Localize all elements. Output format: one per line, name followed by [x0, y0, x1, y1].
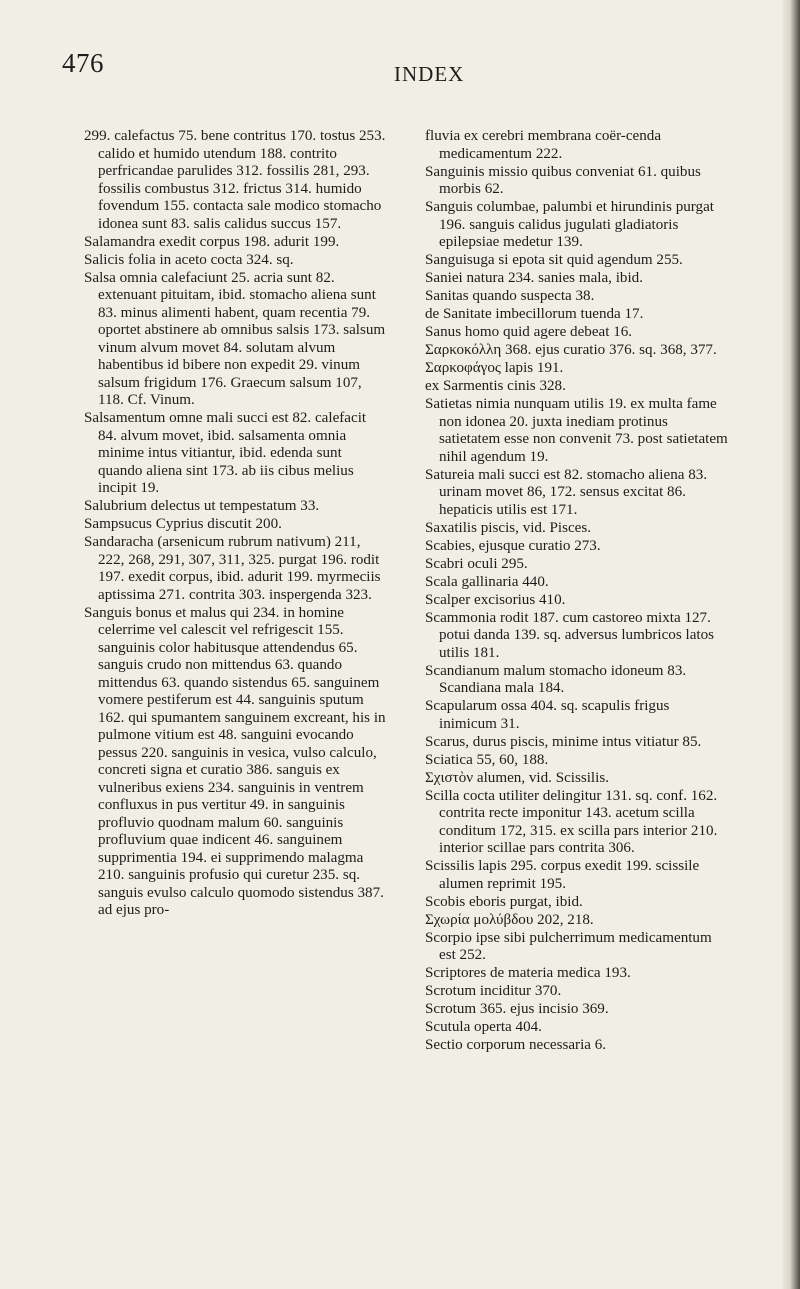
index-entry: Σαρκοκόλλη 368. ejus curatio 376. sq. 368, 377. [425, 342, 717, 358]
index-entry: fluvia ex cerebri membrana coër-cenda medicamentum 222. [425, 128, 662, 162]
index-entry: Σαρκοφάγος lapis 191. [425, 360, 564, 376]
index-entry: Salsamentum omne mali succi est 82. calefacit 84. alvum movet, ibid. salsamenta omnia minime intus vitiantur, ibid. edenda sunt quando aliena sint 173. ab iis cibus melius incipit 19. [84, 410, 367, 496]
index-entry: Satureia mali succi est 82. stomacho aliena 83. urinam movet 86, 172. sensus excitat 86. hepaticis utilis est 171. [425, 466, 708, 518]
index-entry: Sciatica 55, 60, 188. [425, 751, 549, 768]
index-entry: Salicis folia in aceto cocta 324. sq. [84, 251, 294, 268]
index-entry: ex Sarmentis cinis 328. [425, 378, 566, 394]
index-entry: Scutula operta 404. [425, 1019, 542, 1035]
index-entry: Scabies, ejusque curatio 273. [425, 537, 601, 554]
page-number: 476 [62, 48, 104, 78]
index-entry: Scriptores de materia medica 193. [425, 965, 631, 981]
index-entry: Scissilis lapis 295. corpus exedit 199. scissile alumen reprimit 195. [425, 858, 700, 892]
index-entry: Scabri oculi 295. [425, 555, 528, 572]
index-entry: Sanitas quando suspecta 38. [425, 288, 595, 304]
index-entry: Scammonia rodit 187. cum castoreo mixta 127. potui danda 139. sq. adversus lumbricos latos utilis 181. [425, 609, 715, 661]
index-entry: 299. calefactus 75. bene contritus 170. tostus 253. calido et humido utendum 188. contrito perfricandae parulides 312. fossilis 281, 293. fossilis combustus 312. frictus 314. humido fovendum 155. contacta sale modico stomacho idonea sunt 83. salis calidus succus 157. [84, 128, 386, 232]
index-entry: Scapularum ossa 404. sq. scapulis frigus inimicum 31. [425, 698, 670, 732]
index-entry: Σχιστὸν alumen, vid. Scissilis. [425, 769, 609, 786]
index-entry: Sanus homo quid agere debeat 16. [425, 324, 633, 340]
index-entry: Salamandra exedit corpus 198. adurit 199. [84, 233, 340, 250]
index-entry: Sectio corporum necessaria 6. [425, 1037, 607, 1053]
index-entry: Sandaracha (arsenicum rubrum nativum) 211, 222, 268, 291, 307, 311, 325. purgat 196. rodit 197. exedit corpus, ibid. adurit 199. myrmeciis aptissima 271. contrita 303. inspergenda 323. [84, 534, 381, 603]
index-entry: Scilla cocta utiliter delingitur 131. sq. conf. 162. contrita recte imponitur 143. acetum scilla conditum 172, 315. ex scilla pars interior 210. interior scillae pars contrita 306. [425, 787, 718, 856]
index-entry: Sanguisuga si epota sit quid agendum 255. [425, 252, 683, 268]
index-entry: Scandianum malum stomacho idoneum 83. Scandiana mala 184. [425, 662, 687, 696]
index-entry: Sanguinis missio quibus conveniat 61. quibus morbis 62. [425, 163, 701, 197]
index-entry: Satietas nimia nunquam utilis 19. ex multa fame non idonea 20. juxta inediam protinus satietatem esse non convenit 73. post satietatem nihil agendum 19. [425, 396, 728, 465]
index-entry: de Sanitate imbecillorum tuenda 17. [425, 306, 644, 322]
index-column-left [84, 128, 386, 920]
index-entry: Sanguis columbae, palumbi et hirundinis purgat 196. sanguis calidus jugulati gladiatoris epilepsiae medetur 139. [425, 199, 714, 250]
index-column-right [425, 128, 731, 1055]
index-entry: Scrotum 365. ejus incisio 369. [425, 1001, 609, 1017]
index-entry: Saniei natura 234. sanies mala, ibid. [425, 270, 643, 286]
index-entry: Scala gallinaria 440. [425, 573, 549, 590]
index-entry: Sampsucus Cyprius discutit 200. [84, 516, 282, 532]
index-entry: Salubrium delectus ut tempestatum 33. [84, 498, 320, 514]
index-entry: Scorpio ipse sibi pulcherrimum medicamentum est 252. [425, 929, 712, 963]
index-entry: Saxatilis piscis, vid. Pisces. [425, 519, 592, 536]
index-entry: Scrotum inciditur 370. [425, 983, 562, 999]
running-head: INDEX [394, 62, 465, 86]
index-entry: Σχωρία μολύβδου 202, 218. [425, 911, 594, 928]
page-edge-shadow [782, 0, 800, 1289]
index-entry: Salsa omnia calefaciunt 25. acria sunt 82. extenuant pituitam, ibid. stomacho aliena sunt 83. minus alimenti habent, quam recentia 79. oportet abstinere ab omnibus salsis 173. salsum vinum alvum movet 84. solutam alvum habentibus id bibere non expedit 29. vinum salsum frigidum 176. Graecum salsum 107, 118. Cf. Vinum. [84, 269, 386, 408]
index-entry: Scarus, durus piscis, minime intus vitiatur 85. [425, 733, 702, 750]
index-entry: Scobis eboris purgat, ibid. [425, 893, 583, 910]
index-entry: Scalper excisorius 410. [425, 591, 566, 608]
index-entry: Sanguis bonus et malus qui 234. in homine celerrime vel calescit vel refrigescit 155. sanguinis color habitusque attendendus 65. sanguis crudo non mittendus 63. quando mittendus 63. quando sistendus 65. sanguinem vomere pestiferum est 44. sanguinis sputum 162. qui spumantem sanguinem excreant, his in pulmone vitium est 48. sanguini evocando pessus 220. sanguinis in vesica, vulso calculo, concreti signa et curatio 386. sanguis ex vulneribus exiens 234. sanguinis in ventrem confluxus in pus vertitur 49. in sanguinis profluvio quodnam malum 60. sanguinis profluvium quae indicent 46. sanguinem supprimentia 194. ei supprimendo malagma 210. sanguinis profusio qui curetur 235. sq. sanguis evulso calculo quomodo sistendus 387. ad ejus pro- [84, 604, 386, 918]
